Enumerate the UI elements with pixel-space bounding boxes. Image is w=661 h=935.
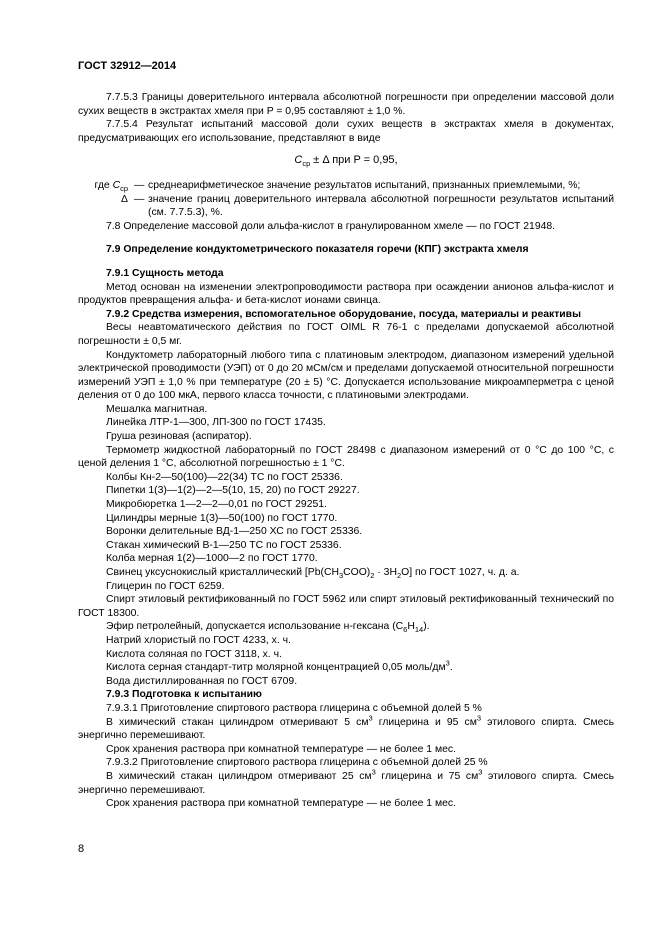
item-stirrer: Мешалка магнитная. (106, 403, 208, 415)
item-ruler: Линейка ЛТР-1—300, ЛП-300 по ГОСТ 17435. (106, 417, 326, 429)
heading-7-9-3: 7.9.3 Подготовка к испытанию (106, 689, 262, 701)
item-thermometer: Термометр жидкостной лабораторный по ГОСТ 28498 с диапазоном измерений от 0 °С до 100 °С, с ценой деления 1 °С, абсолютной погрешностью ± 1 °С. (78, 444, 614, 470)
item-scales: Весы неавтоматического действия по ГОСТ OIML R 76-1 с пределами допускаемой абсолютной погрешности ± 0,5 мг. (78, 322, 614, 347)
item-cylinders: Цилиндры мерные 1(3)—50(100) по ГОСТ 1770. (106, 512, 338, 524)
where-delta-symbol: Δ (121, 193, 128, 205)
item-water: Вода дистиллированная по ГОСТ 6709. (106, 675, 298, 687)
paragraph-method: Метод основан на изменении электропроводимости раствора при осаждении анионов альфа-кислот и продуктов превращения альфа- и бета-кислот ионами свинца. (78, 281, 614, 307)
item-lead-acetate: Свинец уксуснокислый кристаллический $[Pb(CH_3COO)_2 \cdot 3H_2O]$ по ГОСТ 1027, ч. д. а. (106, 567, 520, 581)
page-number: 8 (78, 843, 85, 855)
document-header: ГОСТ 32912—2014 (78, 60, 177, 72)
where-delta-text: значение границ доверительного интервала абсолютной погрешности результатов испытаний (см. 7.7.5.3), %. (148, 193, 614, 219)
heading-7-9-1: 7.9.1 Сущность метода (106, 267, 224, 279)
item-volumetric-flask: Колба мерная 1(2)—1000—2 по ГОСТ 1770. (106, 553, 318, 565)
where-c-symbol: где $C_{ср}$ (94, 179, 128, 194)
document-body (78, 91, 614, 811)
prep-2-title: 7.9.3.2 Приготовление спиртового раствора глицерина с объемной долей 25 % (106, 757, 488, 769)
item-h2so4: Кислота серная стандарт-титр молярной концентрацией 0,05 моль/$дм^3$. (106, 658, 453, 674)
paragraph-7-7-5-4: 7.7.5.4 Результат испытаний массовой доли сухих веществ в экстрактах хмеля в документах, предусматривающих его использование, представляют в виде (78, 119, 614, 144)
item-funnels: Воронки делительные ВД-1—250 ХС по ГОСТ 25336. (106, 526, 363, 538)
item-glycerol: Глицерин по ГОСТ 6259. (106, 580, 225, 592)
prep-1-storage: Срок хранения раствора при комнатной температуре — не более 1 мес. (106, 743, 456, 755)
item-conductometer: Кондуктометр лабораторный любого типа с платиновым электродом, диапазоном измерений удельной электрической проводимости (УЭП) от 0 до 20 мСм/см и пределами допускаемой относительной погрешности измерений УЭП ± 1,0 % при температуре (20 ± 5) °С. Допускается использование микроамперметра с ценой деления от 0 до 100 мкА, первого класса точности, с платиновыми электродами. (78, 349, 614, 402)
paragraph-7-8: 7.8 Определение массовой доли альфа-кислот в гранулированном хмеле — по ГОСТ 21948. (106, 220, 556, 232)
paragraph-7-7-5-3: 7.7.5.3 Границы доверительного интервала абсолютной погрешности при определении массовой доли сухих веществ в экстрактах хмеля при P = 0,95 составляют ± 1,0 %. (78, 92, 614, 117)
where-c-dash: — (134, 179, 145, 191)
prep-2-storage: Срок хранения раствора при комнатной температуре — не более 1 мес. (106, 798, 456, 810)
heading-7-9-2: 7.9.2 Средства измерения, вспомогательное оборудование, посуда, материалы и реактивы (106, 308, 581, 320)
formula-c: C (294, 154, 303, 167)
item-hcl: Кислота соляная по ГОСТ 3118, х. ч. (106, 648, 282, 660)
prep-2-text: В химический стакан цилиндром отмеривают 25 $см^3$ глицерина и 75 $см^3$ этилового спирта. Смесь энергично перемешивают. (78, 767, 615, 796)
item-bulb: Груша резиновая (аспиратор). (106, 431, 252, 443)
where-c-text: среднеарифметическое значение результатов испытаний, признанных приемлемыми, %; (148, 179, 581, 191)
item-pipettes: Пипетки 1(3)—1(2)—2—5(10, 15, 20) по ГОСТ 29227. (106, 485, 360, 497)
formula (78, 154, 614, 168)
item-flasks: Колбы Кн-2—50(100)—22(34) ТС по ГОСТ 25336. (106, 471, 343, 483)
item-beaker: Стакан химический В-1—250 ТС по ГОСТ 25336. (106, 539, 342, 551)
prep-1-text: В химический стакан цилиндром отмеривают 5 $см^3$ глицерина и 95 $см^3$ этилового спирта. Смесь энергично перемешивают. (78, 713, 615, 742)
item-microburette: Микробюретка 1—2—2—0,01 по ГОСТ 29251. (106, 499, 327, 511)
where-block (78, 179, 614, 220)
heading-7-9: 7.9 Определение кондуктометрического показателя горечи (КПГ) экстракта хмеля (106, 244, 529, 256)
item-ethanol: Спирт этиловый ректификованный по ГОСТ 5962 или спирт этиловый ректификованный технический по ГОСТ 18300. (78, 594, 614, 619)
item-nacl: Натрий хлористый по ГОСТ 4233, х. ч. (106, 634, 291, 646)
formula-rest: ± Δ при P = 0,95, (310, 154, 398, 167)
where-delta-dash: — (134, 193, 145, 205)
item-ether: Эфир петролейный, допускается использование н-гексана $(C_6H_{14})$. (106, 621, 430, 635)
prep-1-title: 7.9.3.1 Приготовление спиртового раствора глицерина с объемной долей 5 % (106, 702, 482, 714)
formula-c-sub: ср (302, 159, 311, 169)
